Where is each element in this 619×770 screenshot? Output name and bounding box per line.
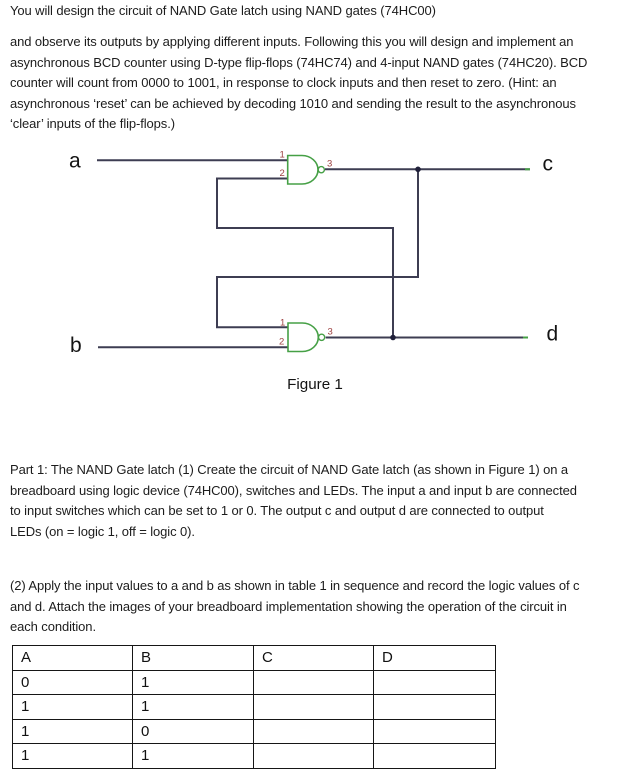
wire-feedback-c-to-bottom-gate (217, 169, 418, 327)
table-cell (374, 744, 496, 769)
overview-line: ‘clear’ inputs of the flip-flops.) (10, 116, 175, 131)
intro-line: You will design the circuit of NAND Gate latch using NAND gates (74HC00) (10, 3, 436, 18)
table-row (13, 670, 496, 695)
nand-gate-bottom-bubble-icon (319, 334, 325, 340)
top-gate-pin-3-label: 3 (327, 158, 333, 170)
table-cell: 0 (13, 670, 133, 695)
nand-gate-top (288, 156, 318, 185)
table-cell: 1 (13, 744, 133, 769)
figure-caption: Figure 1 (287, 376, 343, 393)
top-gate-pin-1-label: 1 (279, 149, 285, 161)
table-cell: 1 (13, 695, 133, 720)
part2-paragraph (10, 576, 615, 638)
part1-line: Part 1: The NAND Gate latch (1) Create the circuit of NAND Gate latch (as shown in Figure 1) on a (10, 462, 568, 477)
part2-line: and d. Attach the images of your breadboard implementation showing the operation of the circuit in (10, 598, 567, 614)
table-cell (254, 670, 374, 695)
part1-line: LEDs (on = logic 1, off = logic 0). (10, 523, 195, 539)
table-header-a: A (13, 646, 133, 671)
table-header-b: B (133, 646, 254, 671)
table-cell (374, 670, 496, 695)
table-header-c: C (254, 646, 374, 671)
junction-dot-d (390, 335, 396, 341)
overview-line: asynchronous ‘reset’ can be achieved by decoding 1010 and sending the result to the asynchronous (10, 95, 576, 111)
table-cell (374, 719, 496, 744)
part1-paragraph (10, 460, 615, 542)
table-cell (254, 695, 374, 720)
overview-line: and observe its outputs by applying different inputs. Following this you will design and implement an (10, 34, 574, 49)
table-cell (254, 719, 374, 744)
wire-feedback-d-to-top-gate (217, 179, 393, 338)
input-b-label: b (70, 334, 82, 357)
output-c-label: c (542, 152, 553, 176)
part2-line: (2) Apply the input values to a and b as shown in table 1 in sequence and record the logic values of c (10, 578, 580, 593)
table-cell: 1 (133, 695, 254, 720)
bottom-gate-pin-3-label: 3 (327, 326, 333, 338)
table-cell: 1 (133, 670, 254, 695)
bottom-gate-pin-1-label: 1 (280, 317, 286, 329)
table-cell (254, 744, 374, 769)
nand-gate-top-bubble-icon (318, 167, 324, 173)
table-row (13, 744, 496, 769)
table-1 (12, 645, 496, 769)
table-row (13, 719, 496, 744)
part1-line: breadboard using logic device (74HC00), switches and LEDs. The input a and input b are connected (10, 482, 577, 498)
nand-gate-bottom (288, 323, 318, 352)
output-d-label: d (546, 322, 559, 346)
part1-line: to input switches which can be set to 1 or 0. The output c and output d are connected to output (10, 503, 544, 518)
overview-line: asynchronous BCD counter using D-type flip-flops (74HC74) and 4-input NAND gates (74HC20). BCD (10, 54, 588, 70)
bottom-gate-pin-2-label: 2 (279, 336, 285, 348)
table-header-row (13, 646, 496, 671)
table-header-d: D (374, 646, 496, 671)
table-cell (374, 695, 496, 720)
part2-line: each condition. (10, 619, 96, 634)
table-cell: 1 (133, 744, 254, 769)
table-row (13, 695, 496, 720)
table-cell: 1 (13, 719, 133, 744)
top-gate-pin-2-label: 2 (279, 168, 285, 179)
input-a-label: a (69, 149, 81, 173)
table-cell: 0 (133, 719, 254, 744)
junction-dot-c (415, 167, 421, 173)
overview-line: counter will count from 0000 to 1001, in response to clock inputs and then reset to zero. (Hint: an (10, 75, 557, 90)
